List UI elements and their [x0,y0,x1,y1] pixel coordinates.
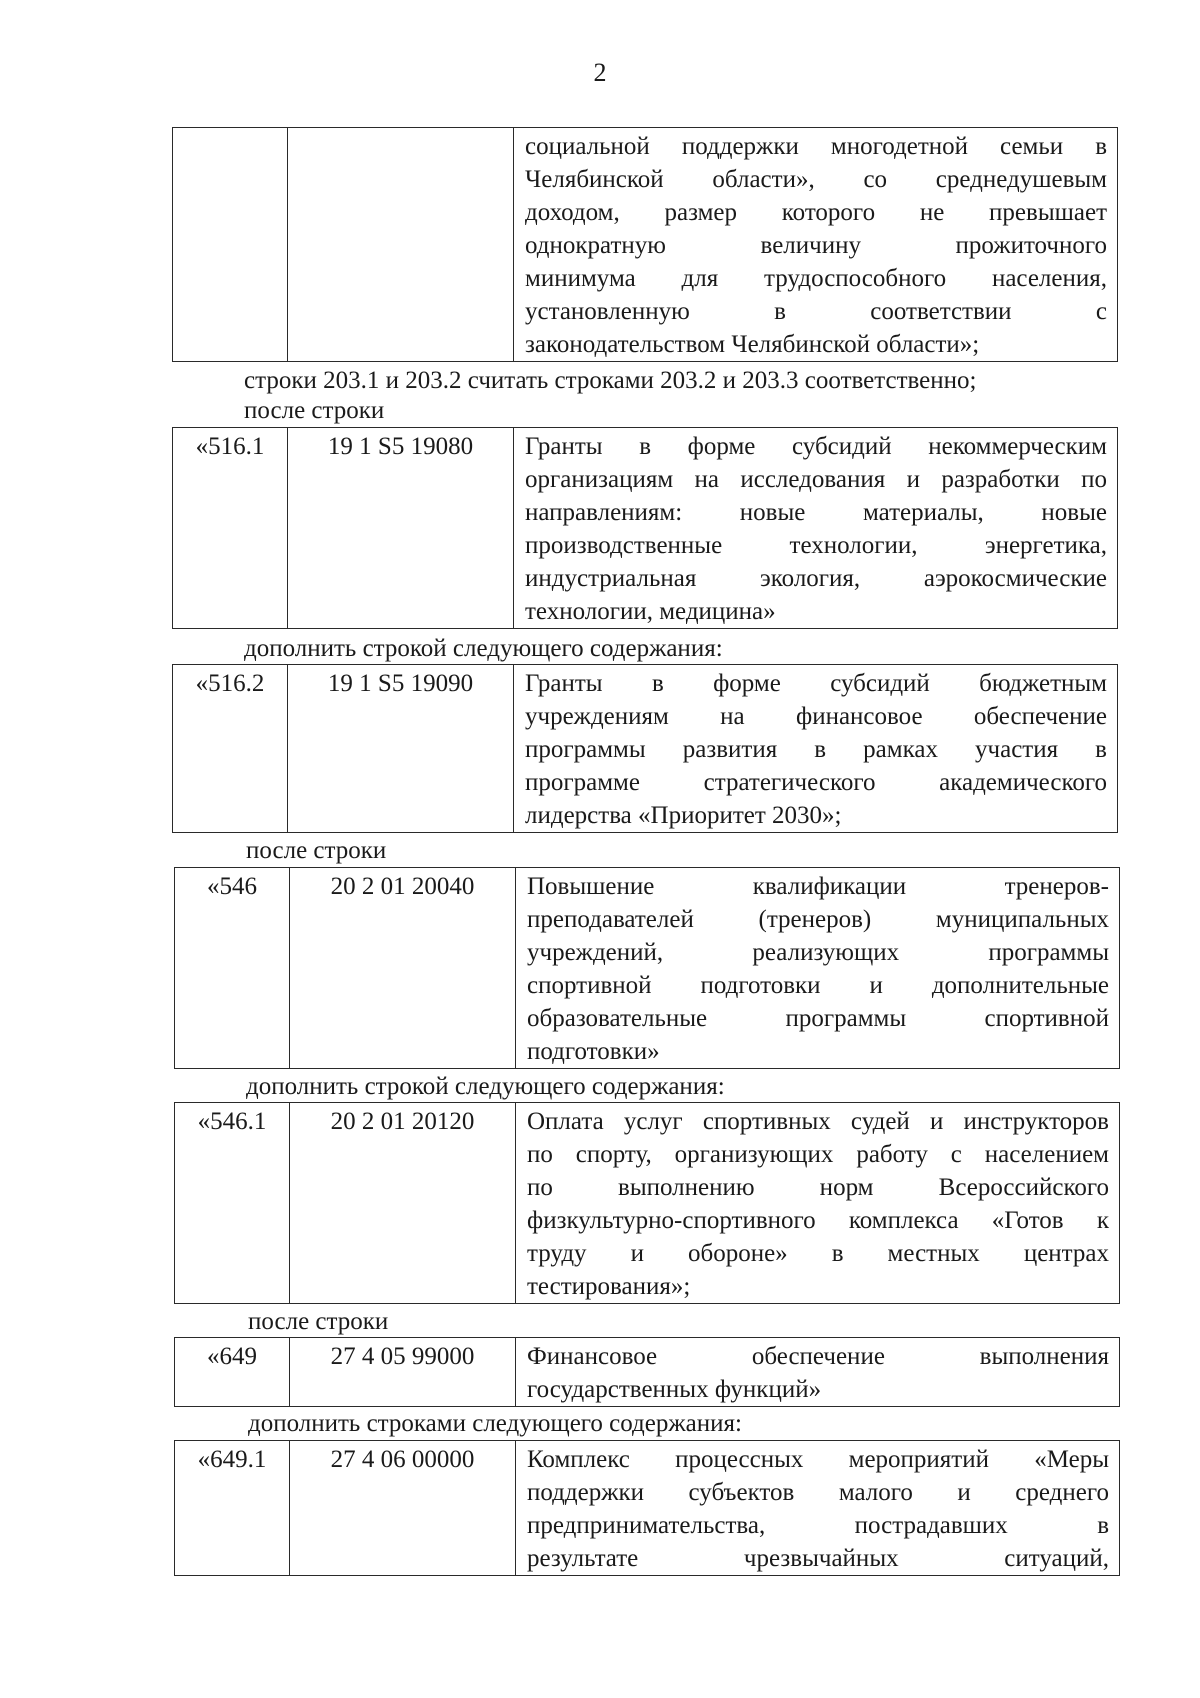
table-516-2 [172,664,1118,833]
table-row [175,868,1120,1069]
row-number-cell [173,128,288,362]
instruction-text: дополнить строкой следующего содержания: [244,635,723,662]
description-line: однократную величину прожиточного [525,232,1107,259]
description-line: индустриальная экология, аэрокосмические [525,565,1107,592]
description-line: предпринимательства, пострадавших в [527,1512,1109,1539]
row-code-cell: 27 4 05 99000 [290,1338,516,1407]
description-line: труду и обороне» в местных центрах [527,1240,1109,1267]
row-description-cell [514,428,1118,629]
continuation-table [172,127,1118,362]
description-line: учреждениям на финансовое обеспечение [525,703,1107,730]
instruction-text: после строки [246,837,387,864]
row-code-cell: 27 4 06 00000 [290,1441,516,1576]
row-number-cell: «649.1 [175,1441,290,1576]
row-code-cell: 20 2 01 20120 [290,1103,516,1304]
description-line: по спорту, организующих работу с населением [527,1141,1109,1168]
table-649 [174,1337,1120,1407]
description-line: Гранты в форме субсидий бюджетным [525,670,1107,697]
description-line: подготовки» [527,1038,660,1065]
row-description-cell [516,1103,1120,1304]
description-line: организациям на исследования и разработки по [525,466,1107,493]
row-description-cell [514,128,1118,362]
description-line: тестирования»; [527,1273,691,1300]
table-649-1 [174,1440,1120,1576]
description-line: учреждений, реализующих программы [527,939,1109,966]
row-code-cell [288,128,514,362]
description-line: результате чрезвычайных ситуаций, [527,1545,1109,1572]
instruction-text: после строки [244,397,385,424]
description-line: образовательные программы спортивной [527,1005,1109,1032]
row-code-cell: 20 2 01 20040 [290,868,516,1069]
instruction-text: дополнить строками следующего содержания: [248,1410,742,1437]
row-number-cell: «546.1 [175,1103,290,1304]
description-line: производственные технологии, энергетика, [525,532,1107,559]
description-line: минимума для трудоспособного населения, [525,265,1107,292]
description-line: социальной поддержки многодетной семьи в [525,133,1107,160]
description-line: Повышение квалификации тренеров- [527,873,1109,900]
description-line: Финансовое обеспечение выполнения [527,1343,1109,1370]
description-line: программы развития в рамках участия в [525,736,1107,763]
row-code-cell: 19 1 S5 19090 [288,665,514,833]
description-line: спортивной подготовки и дополнительные [527,972,1109,999]
row-description-cell [516,1441,1120,1576]
row-description-cell [516,868,1120,1069]
table-row [173,665,1118,833]
description-line: физкультурно-спортивного комплекса «Готов к [527,1207,1109,1234]
description-line: государственных функций» [527,1376,822,1403]
instruction-text: после строки [248,1308,389,1335]
description-line: преподавателей (тренеров) муниципальных [527,906,1109,933]
row-number-cell: «546 [175,868,290,1069]
table-row [175,1441,1120,1576]
table-row [173,128,1118,362]
description-line: Челябинской области», со среднедушевым [525,166,1107,193]
row-description-cell [516,1338,1120,1407]
row-number-cell: «516.2 [173,665,288,833]
row-description-cell [514,665,1118,833]
description-line: лидерства «Приоритет 2030»; [525,802,842,829]
description-line: Комплекс процессных мероприятий «Меры [527,1446,1109,1473]
row-number-cell: «516.1 [173,428,288,629]
row-number-cell: «649 [175,1338,290,1407]
page-number: 2 [593,58,607,87]
table-row [173,428,1118,629]
description-line: направлениям: новые материалы, новые [525,499,1107,526]
table-546 [174,867,1120,1069]
instruction-text: строки 203.1 и 203.2 считать строками 203.2 и 203.3 соответственно; [244,367,977,394]
row-code-cell: 19 1 S5 19080 [288,428,514,629]
description-line: Гранты в форме субсидий некоммерческим [525,433,1107,460]
instruction-text: дополнить строкой следующего содержания: [246,1073,725,1100]
description-line: поддержки субъектов малого и среднего [527,1479,1109,1506]
description-line: доходом, размер которого не превышает [525,199,1107,226]
description-line: по выполнению норм Всероссийского [527,1174,1109,1201]
description-line: установленную в соответствии с [525,298,1107,325]
table-row [175,1103,1120,1304]
description-line: Оплата услуг спортивных судей и инструкторов [527,1108,1109,1135]
table-row [175,1338,1120,1407]
description-line: законодательством Челябинской области»; [525,331,980,358]
description-line: программе стратегического академического [525,769,1107,796]
table-546-1 [174,1102,1120,1304]
description-line: технологии, медицина» [525,598,776,625]
table-516-1 [172,427,1118,629]
